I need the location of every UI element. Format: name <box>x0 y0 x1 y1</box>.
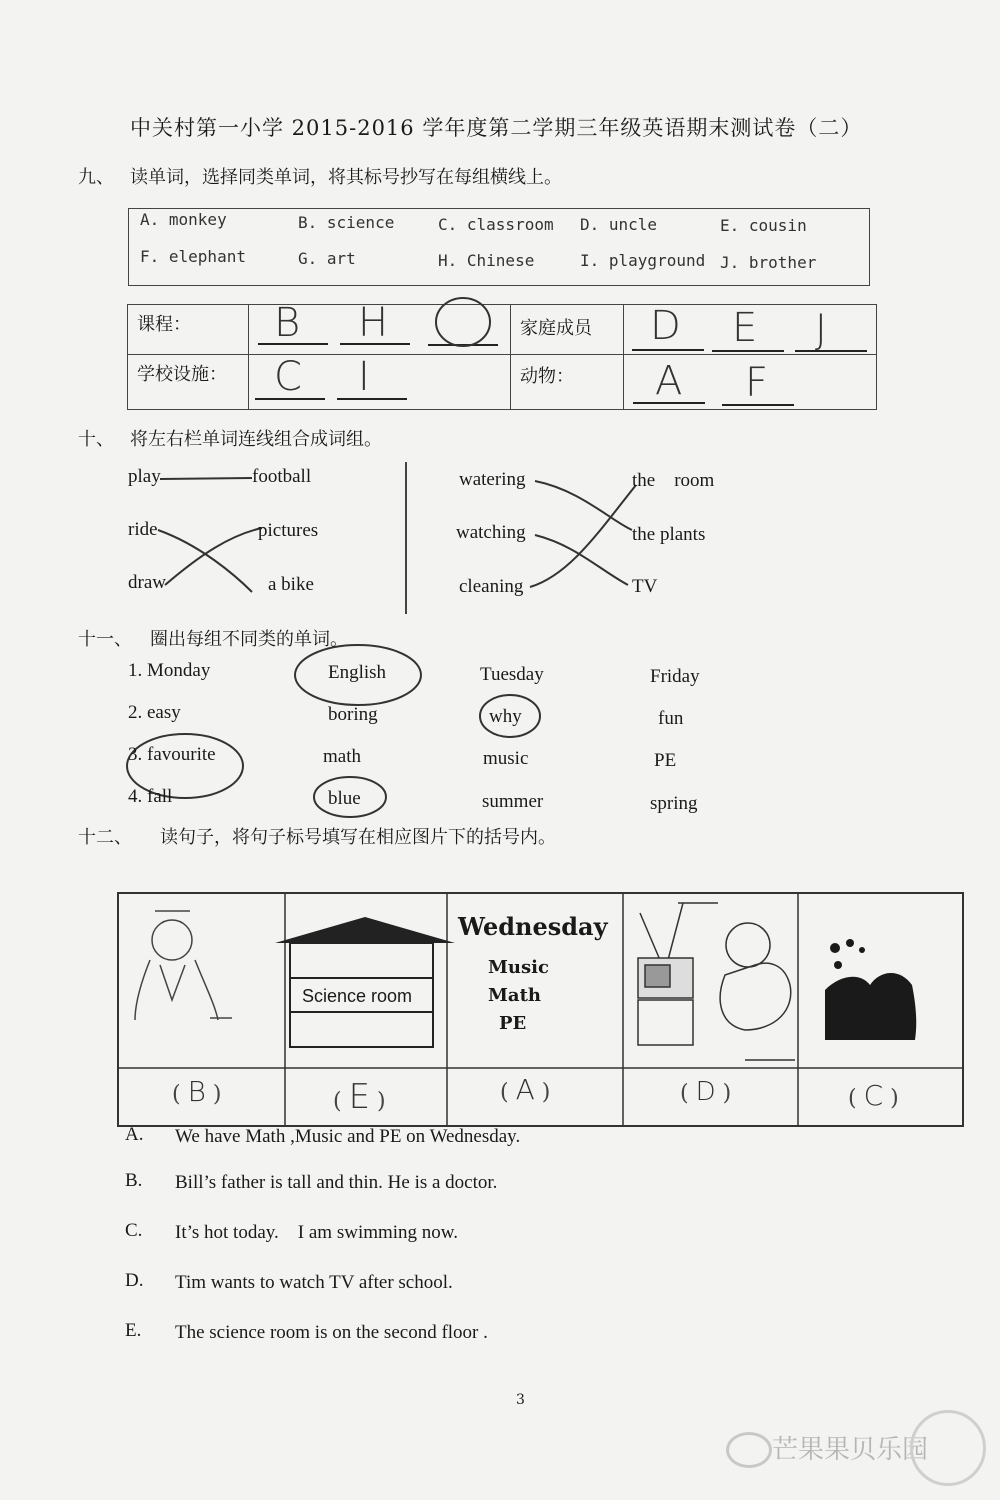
sentence-text: The science room is on the second floor . <box>175 1322 488 1343</box>
wechat-icon <box>726 1432 772 1468</box>
odd-word: fun <box>658 708 684 729</box>
word-c: C. classroom <box>438 215 554 234</box>
category-label-facilities: 学校设施： <box>137 364 227 385</box>
match-line <box>165 528 262 585</box>
sec9-number: 九、 <box>78 167 114 188</box>
answer-bracket-2: ( E ) <box>333 1077 386 1117</box>
sentence-letter: D. <box>125 1270 144 1291</box>
odd-word: 1. Monday <box>128 660 211 681</box>
handwritten-answer: C <box>274 354 302 400</box>
odd-word: 3. favourite <box>128 744 216 765</box>
science-room-picture <box>275 917 455 1047</box>
subject-music: Music <box>488 957 549 978</box>
left-word: watching <box>456 522 526 543</box>
watermark-text: 芒果果贝乐园 <box>772 1435 929 1465</box>
left-word: play <box>128 466 161 487</box>
left-word: draw <box>128 572 166 593</box>
handwritten-answer: J <box>815 307 827 353</box>
sentence-text: It’s hot today. I am swimming now. <box>175 1222 459 1243</box>
handwritten-answer <box>446 300 477 346</box>
odd-word: math <box>323 746 361 767</box>
sec10-instruction: 将左右栏单词连线组合成词组。 <box>130 429 382 450</box>
table-col-divider-1 <box>248 304 249 410</box>
match-line <box>158 530 252 592</box>
match-line <box>160 478 252 479</box>
answer-bracket-1: ( B ) <box>172 1075 222 1108</box>
sentence-letter: A. <box>125 1124 144 1145</box>
left-word: cleaning <box>459 576 524 597</box>
handwritten-answer: D <box>695 1077 716 1107</box>
handwritten-answer: H <box>358 300 389 346</box>
table-row-divider <box>127 354 877 355</box>
table-col-divider-3 <box>623 304 624 410</box>
category-label-animals: 动物： <box>520 366 574 387</box>
sentence-text: We have Math ,Music and PE on Wednesday. <box>175 1126 521 1147</box>
answer-bracket-3: ( A ) <box>500 1073 551 1106</box>
wednesday-heading: Wednesday <box>458 912 608 941</box>
answer-line <box>632 349 704 351</box>
answer-bracket-5: ( C ) <box>848 1079 899 1112</box>
word-d: D. uncle <box>580 215 658 234</box>
sec9-instruction: 读单词，选择同类单词，将其标号抄写在每组横线上。 <box>130 167 562 188</box>
match-line <box>535 481 632 530</box>
page-title: 中关村第一小学 2015-2016 学年度第二学期三年级英语期末测试卷（二） <box>130 116 863 140</box>
handwritten-answer: F <box>745 360 769 406</box>
doctor-picture <box>135 911 232 1020</box>
match-line <box>530 485 636 587</box>
odd-word: PE <box>654 750 677 771</box>
handwritten-answer: A <box>655 358 683 404</box>
word-g: G. art <box>298 249 356 268</box>
science-room-label: Science room <box>302 986 413 1006</box>
word-e: E. cousin <box>720 216 807 235</box>
left-word: ride <box>128 519 158 540</box>
answer-line <box>337 398 407 400</box>
word-h: H. Chinese <box>438 251 535 270</box>
word-i: I. playground <box>580 251 706 270</box>
word-b: B. science <box>298 213 395 232</box>
page-number: 3 <box>516 1392 525 1408</box>
match-line <box>535 535 628 585</box>
category-label-family: 家庭成员 <box>520 318 592 339</box>
sentence-text: Tim wants to watch TV after school. <box>175 1272 453 1293</box>
sec10-number: 十、 <box>78 429 114 450</box>
odd-word: spring <box>650 793 698 814</box>
odd-word: 2. easy <box>128 702 181 723</box>
right-word: pictures <box>258 520 319 541</box>
odd-word: why <box>489 706 522 727</box>
subject-math: Math <box>488 985 541 1006</box>
handwritten-answer: C <box>863 1079 884 1112</box>
answer-line <box>795 350 867 352</box>
odd-word: music <box>483 748 529 769</box>
sentence-letter: C. <box>125 1220 143 1241</box>
word-j: J. brother <box>720 253 817 272</box>
odd-word: blue <box>328 788 361 809</box>
odd-word: English <box>328 662 387 683</box>
swimming-picture <box>825 939 916 1040</box>
right-word: the room <box>632 470 715 491</box>
sentence-letter: B. <box>125 1170 143 1191</box>
right-word: football <box>252 466 312 487</box>
odd-word: boring <box>328 704 378 725</box>
odd-word: Friday <box>650 666 700 687</box>
sec11-instruction: 圈出每组不同类的单词。 <box>150 629 348 650</box>
handwritten-answer: B <box>187 1075 206 1108</box>
sec12-instruction: 读句子，将句子标号填写在相应图片下的括号内。 <box>160 827 556 848</box>
tv-picture <box>638 903 795 1060</box>
right-word: a bike <box>268 574 314 595</box>
sec11-number: 十一、 <box>78 629 132 650</box>
word-f: F. elephant <box>140 247 246 266</box>
subject-pe: PE <box>499 1013 527 1034</box>
category-label-subjects: 课程： <box>137 314 191 335</box>
odd-word: Tuesday <box>480 664 544 685</box>
handwritten-answer: D <box>650 303 681 349</box>
left-word: watering <box>459 469 526 490</box>
answer-bracket-4: ( D ) <box>680 1077 732 1107</box>
odd-word: 4. fall <box>128 786 173 807</box>
sentence-text: Bill’s father is tall and thin. He is a doctor. <box>175 1172 498 1193</box>
sentence-letter: E. <box>125 1320 142 1341</box>
right-word: TV <box>632 576 658 597</box>
odd-word: summer <box>482 791 544 812</box>
handwritten-answer: E <box>732 305 758 351</box>
seal-icon <box>910 1410 986 1486</box>
word-a: A. monkey <box>140 210 227 229</box>
handwritten-answer: I <box>358 354 370 400</box>
sec12-number: 十二、 <box>78 827 132 848</box>
handwritten-answer: A <box>515 1073 535 1106</box>
right-word: the plants <box>632 524 706 545</box>
handwritten-answer: B <box>274 300 301 346</box>
column-divider <box>405 462 407 614</box>
table-col-divider-2 <box>510 304 511 410</box>
handwritten-answer: E <box>348 1077 371 1117</box>
